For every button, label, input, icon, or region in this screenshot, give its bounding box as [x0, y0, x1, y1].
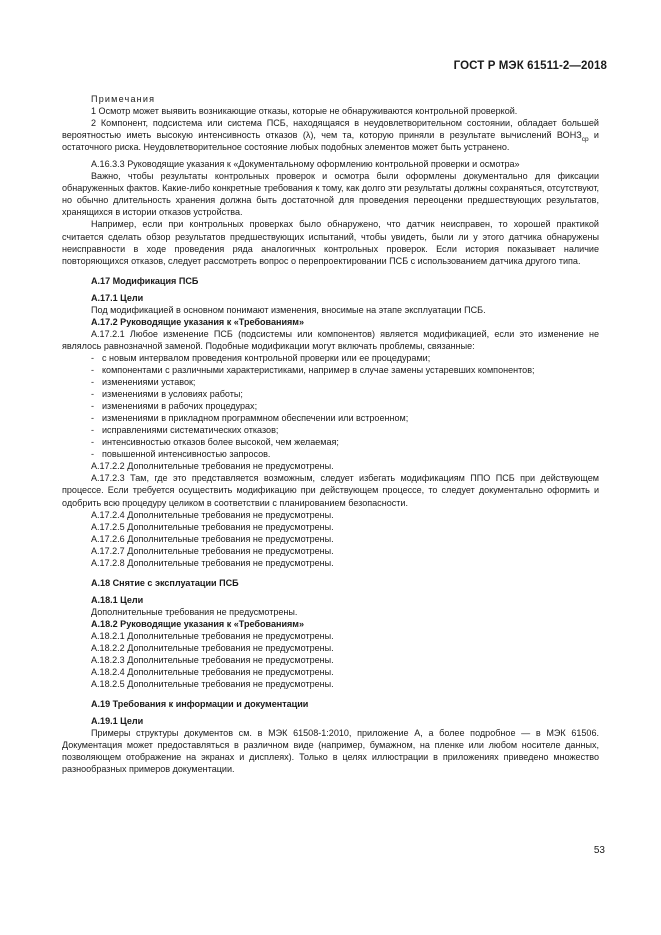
document-header: ГОСТ Р МЭК 61511-2—2018: [453, 60, 607, 72]
section-a1825: А.18.2.5 Дополнительные требования не предусмотрены.: [91, 679, 334, 690]
section-a19-title: А.19 Требования к информации и документации: [91, 699, 309, 710]
section-a182-title: А.18.2 Руководящие указания к «Требованиям»: [91, 618, 305, 629]
list-item: - повышенной интенсивностью запросов.: [91, 449, 271, 460]
note-2-text: 2 Компонент, подсистема или система ПСБ, находящаяся в неудовлетворительном состоянии, обладает большей вероятностью иметь высокую интенсивность отказов (λ), чем та, которую приняли в результате вычислений ВОНЗ: [62, 118, 599, 141]
list-item: - с новым интервалом проведения контрольной проверки или ее процедурами;: [91, 352, 431, 363]
list-item: - изменениями в рабочих процедурах;: [91, 401, 258, 412]
page-body: [62, 93, 599, 775]
note-2: [62, 117, 599, 153]
section-a191-text: Примеры структуры документов см. в МЭК 61508-1:2010, приложение А, а более подробное — в МЭК 61506. Документация может предоставляться в различном виде (например, бумажном, на пленке или любом носителе данных, позволяющем отображение на экранах и дисплеях). Только в целях иллюстрации в приложениях приведено множество разнообразных примеров документации.: [62, 728, 599, 775]
section-a1633-paragraph-1: Важно, чтобы результаты контрольных проверок и осмотра были оформлены документально для фиксации обнаруженных фактов. Какие-либо конкретные требования к тому, как долго эти результаты должны сохраняться, отсутствуют, но обычно длительность хранения должна быть достаточной для проведения переоценки предшествующих результатов, хранящихся в истории отказов устройства.: [62, 171, 599, 218]
section-a181-title: А.18.1 Цели: [91, 594, 144, 605]
section-a1727: А.17.2.7 Дополнительные требования не предусмотрены.: [91, 545, 334, 556]
section-a1821: А.18.2.1 Дополнительные требования не предусмотрены.: [91, 630, 334, 641]
notes-title: Примечания: [91, 94, 156, 104]
page-number: 53: [593, 845, 605, 856]
section-a1726: А.17.2.6 Дополнительные требования не предусмотрены.: [91, 533, 334, 544]
section-a171-text: Под модификацией в основном понимают изменения, вносимые на этапе эксплуатации ПСБ.: [91, 304, 486, 315]
list-item-text: интенсивностью отказов более высокой, чем желаемая;: [102, 437, 339, 448]
section-a1725: А.17.2.5 Дополнительные требования не предусмотрены.: [91, 521, 334, 532]
section-a171-title: А.17.1 Цели: [91, 292, 144, 303]
section-a1722: А.17.2.2 Дополнительные требования не предусмотрены.: [91, 461, 334, 472]
section-a181-text: Дополнительные требования не предусмотрены.: [91, 606, 298, 617]
section-a1728: А.17.2.8 Дополнительные требования не предусмотрены.: [91, 557, 334, 568]
list-item: - компонентами с различными характеристиками, например в случае замены устаревших компонентов;: [91, 364, 535, 375]
list-item-text: изменениями в прикладном программном обеспечении или встроенном;: [102, 413, 409, 424]
section-a1723: А.17.2.3 Там, где это представляется возможным, следует избегать модификациям ППО ПСБ при действующем процессе. Если требуется осуществить модификацию при действующем процессе, то следует документально оформить и одобрить всю процедуру целиком в соответствии с планированием безопасности.: [62, 473, 599, 508]
list-item-text: с новым интервалом проведения контрольной проверки или ее процедурами;: [102, 352, 431, 363]
section-a1824: А.18.2.4 Дополнительные требования не предусмотрены.: [91, 667, 334, 678]
section-a172-title: А.17.2 Руководящие указания к «Требованиям»: [91, 316, 305, 327]
list-item-text: изменениями в рабочих процедурах;: [102, 401, 258, 412]
list-item-text: компонентами с различными характеристиками, например в случае замены устаревших компонентов;: [102, 364, 535, 375]
section-a1633-paragraph-2: Например, если при контрольных проверках было обнаружено, что датчик неисправен, то хорошей практикой считается сделать обзор результатов предшествующих испытаний, чтобы увидеть, были ли у этого датчика обнаружены неисправности в ходе проведения ряда аналогичных контрольных проверок. Если история показывает наличие повторяющихся отказов, следует рассмотреть вопрос о перепроектировании ПСБ с использованием датчика другого типа.: [62, 219, 599, 266]
section-a1721: А.17.2.1 Любое изменение ПСБ (подсистемы или компонентов) является модификацией, если это изменение не являлось равнозначной заменой. Подобные модификации могут включать проблемы, связанные:: [62, 328, 599, 351]
list-item: - изменениями уставок;: [91, 377, 196, 388]
list-item-text: изменениями уставок;: [102, 377, 196, 388]
section-a1724: А.17.2.4 Дополнительные требования не предусмотрены.: [91, 509, 334, 520]
section-a191-title: А.19.1 Цели: [91, 716, 144, 727]
note-2-subscript: ср: [581, 135, 589, 143]
note-1: 1 Осмотр может выявить возникающие отказы, которые не обнаруживаются контрольной проверкой.: [91, 106, 518, 117]
section-a17-title: А.17 Модификация ПСБ: [91, 275, 199, 286]
list-item: - изменениями в условиях работы;: [91, 389, 243, 400]
section-a1822: А.18.2.2 Дополнительные требования не предусмотрены.: [91, 643, 334, 654]
list-item: - интенсивностью отказов более высокой, чем желаемая;: [91, 437, 339, 448]
list-item-text: изменениями в условиях работы;: [102, 389, 243, 400]
list-item-text: повышенной интенсивностью запросов.: [102, 449, 271, 460]
list-item: - исправлениями систематических отказов;: [91, 425, 279, 436]
section-a1823: А.18.2.3 Дополнительные требования не предусмотрены.: [91, 655, 334, 666]
modification-list: [62, 352, 599, 460]
section-a1633-title: А.16.3.3 Руководящие указания к «Документальному оформлению контрольной проверки и осмотра»: [91, 159, 520, 170]
list-item-text: исправлениями систематических отказов;: [102, 425, 279, 436]
note-2-text-end: и остаточного риска. Неудовлетворительное состояние любых подобных элементов может быть устранено.: [62, 130, 599, 153]
section-a18-title: А.18 Снятие с эксплуатации ПСБ: [91, 577, 239, 588]
list-item: - изменениями в прикладном программном обеспечении или встроенном;: [91, 413, 409, 424]
